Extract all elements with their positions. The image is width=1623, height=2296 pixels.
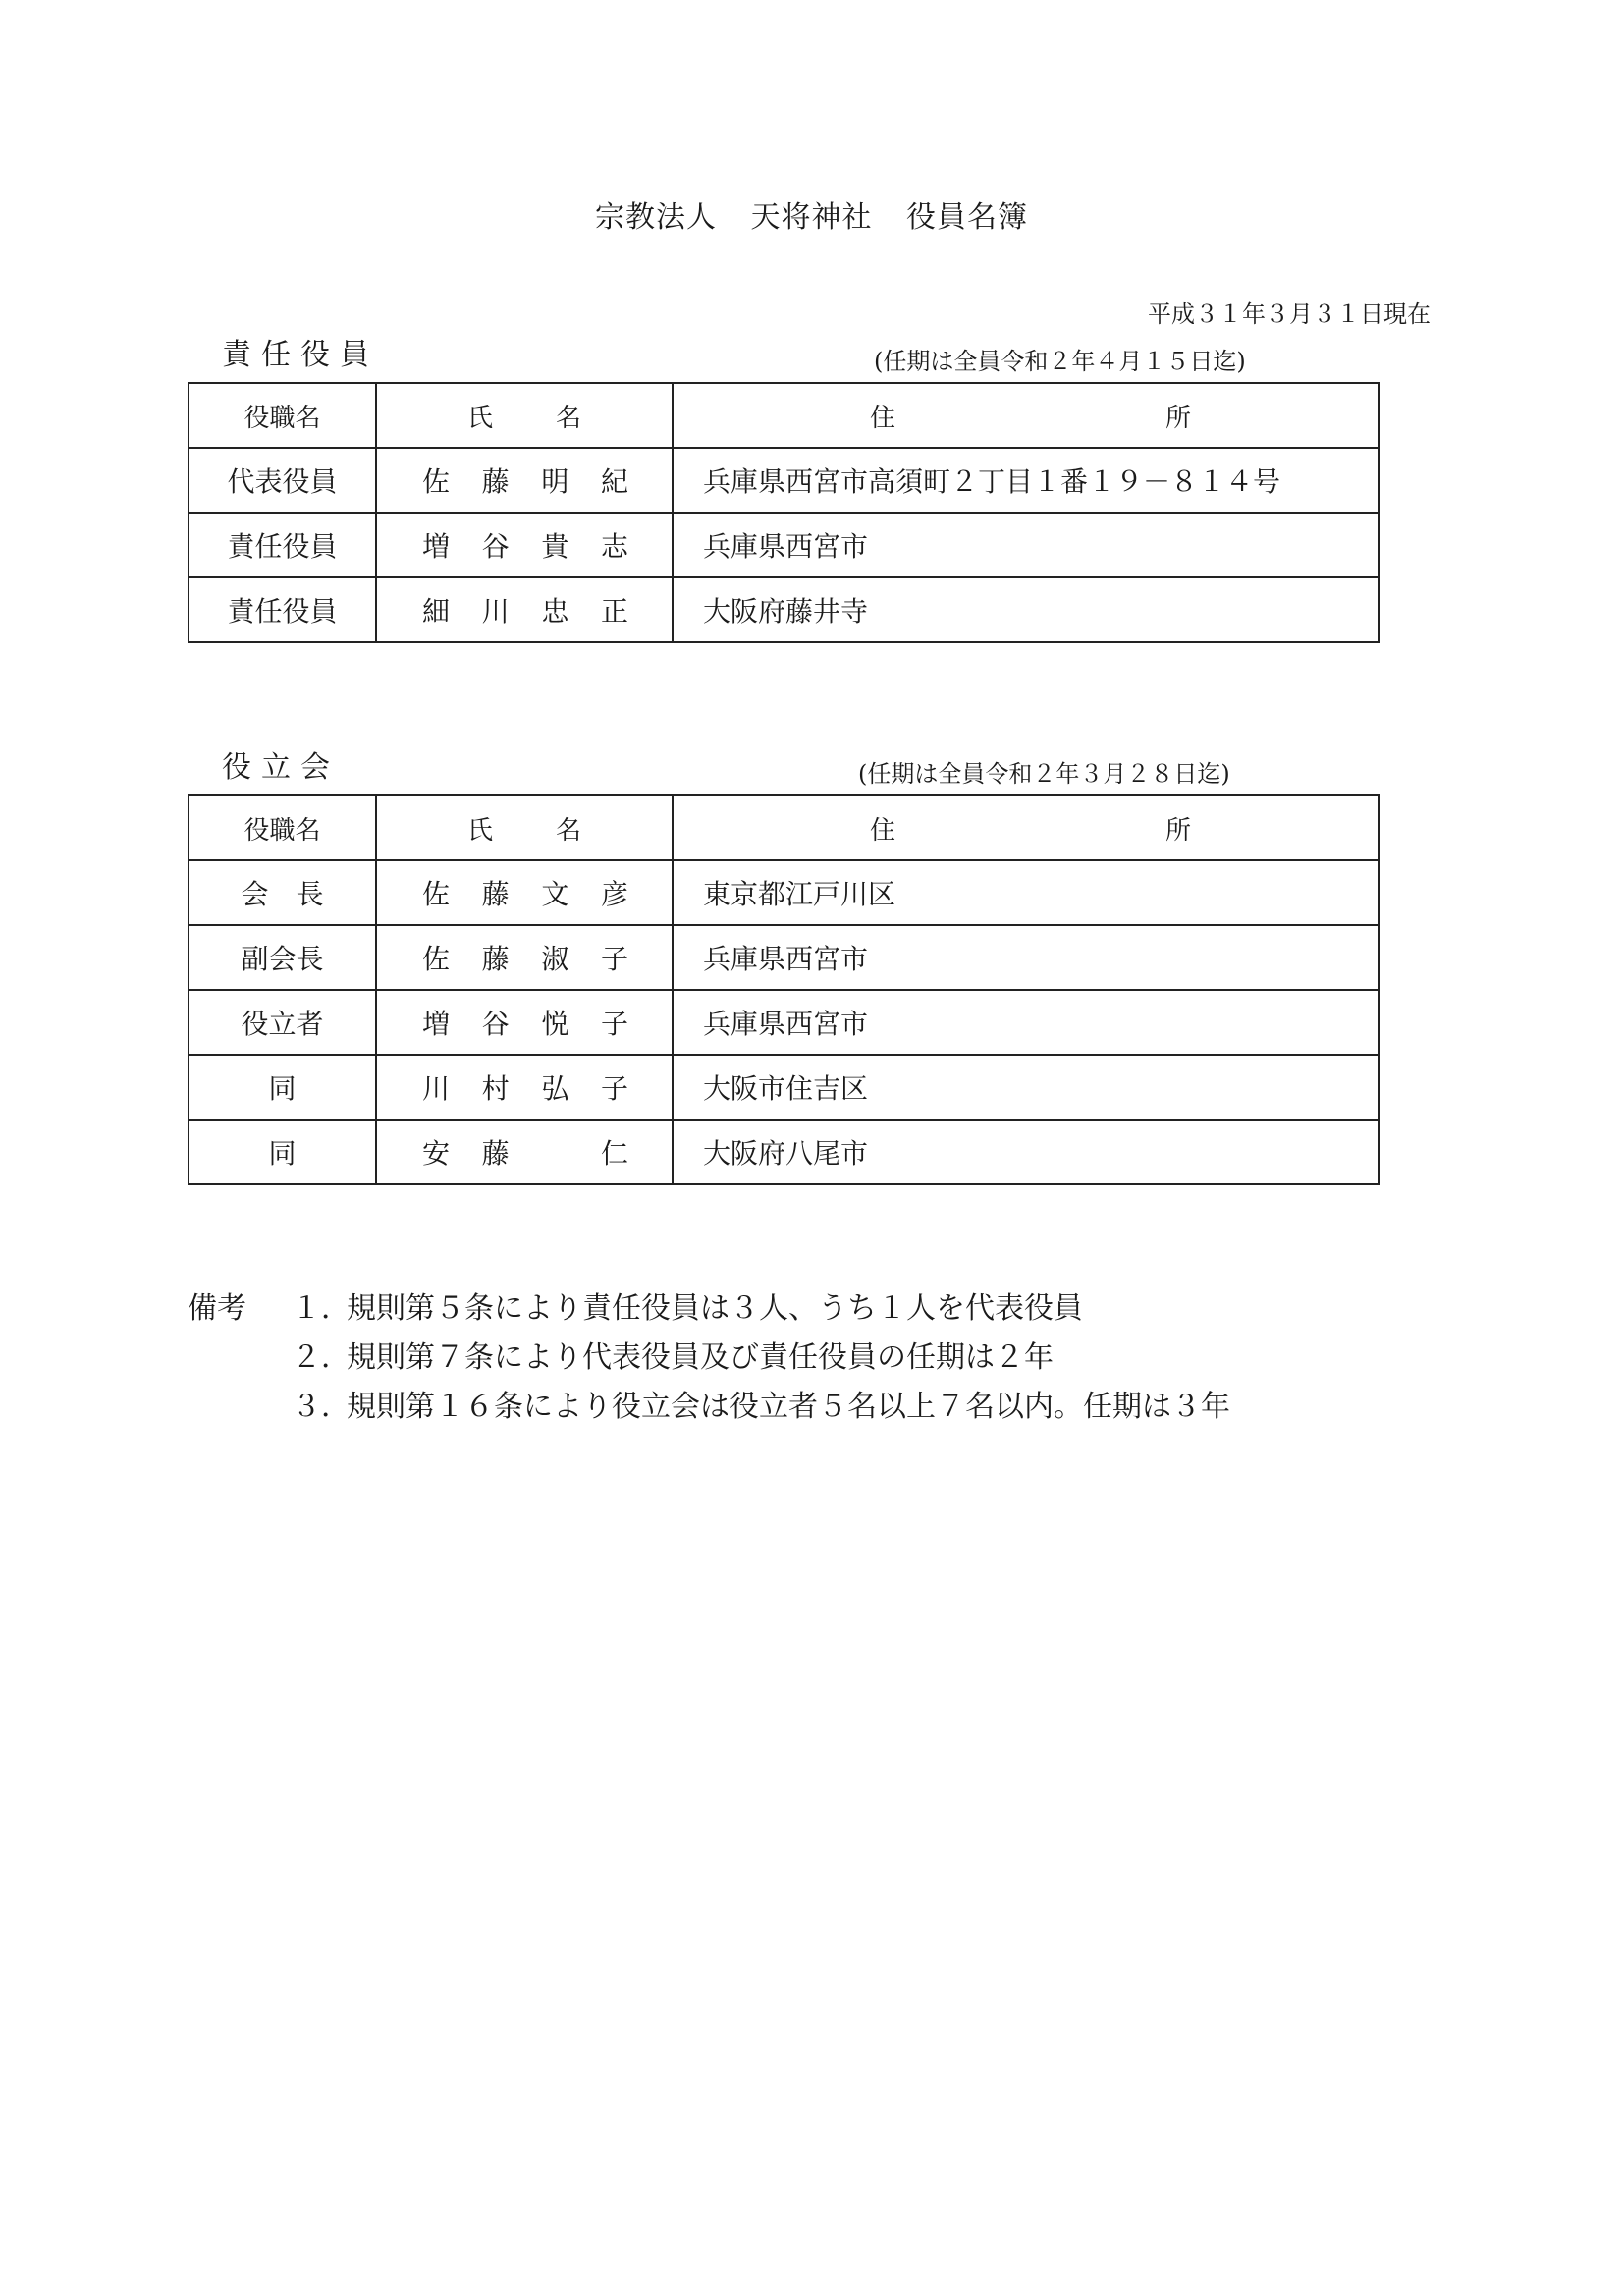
table-row (189, 925, 1379, 990)
name-char: 弘 (541, 1072, 569, 1105)
name-char: 子 (600, 1072, 628, 1105)
cell-address: 東京都江戸川区 (673, 860, 1379, 925)
note-text: 規則第１６条により役立会は役立者５名以上７名以内。任期は３年 (347, 1390, 1230, 1424)
note-item (292, 1383, 1230, 1432)
cell-role: 同 (189, 1120, 376, 1184)
cell-name (376, 1055, 673, 1120)
header-address-char: 所 (1164, 403, 1191, 433)
cell-name (376, 925, 673, 990)
document-title (0, 192, 1623, 236)
cell-name (376, 1120, 673, 1184)
title-part: 宗教法人 (594, 200, 717, 235)
name-char: 佐 (422, 943, 451, 975)
table-row (189, 990, 1379, 1055)
name-char: 悦 (541, 1008, 569, 1040)
title-part: 天将神社 (750, 200, 873, 235)
header-role: 役職名 (189, 383, 376, 448)
header-name (376, 383, 673, 448)
cell-role: 役立者 (189, 990, 376, 1055)
cell-role: 責任役員 (189, 513, 376, 577)
cell-address: 大阪市住吉区 (673, 1055, 1379, 1120)
cell-role: 責任役員 (189, 577, 376, 642)
cell-address: 兵庫県西宮市高須町２丁目１番１９－８１４号 (673, 448, 1379, 513)
table-row (189, 448, 1379, 513)
note-item (292, 1334, 1230, 1383)
name-char: 佐 (422, 878, 451, 910)
cell-name (376, 577, 673, 642)
section-title-support-council: 役立会 (222, 750, 340, 785)
header-name-char: 名 (555, 403, 581, 433)
cell-role: 代表役員 (189, 448, 376, 513)
name-char: 川 (481, 595, 510, 628)
cell-address: 兵庫県西宮市 (673, 925, 1379, 990)
name-char: 藤 (481, 465, 510, 498)
name-char: 紀 (600, 465, 628, 498)
header-address-char: 所 (1164, 815, 1191, 846)
name-char: 子 (600, 943, 628, 975)
table-row (189, 577, 1379, 642)
table-row (189, 1120, 1379, 1184)
header-address (673, 795, 1379, 860)
cell-name (376, 860, 673, 925)
cell-name (376, 448, 673, 513)
name-char: 谷 (481, 1008, 510, 1040)
notes-list (292, 1285, 1230, 1432)
name-char: 忠 (541, 595, 569, 628)
name-char: 淑 (541, 943, 569, 975)
name-char: 明 (541, 465, 569, 498)
cell-role: 副会長 (189, 925, 376, 990)
responsible-officers-table (188, 382, 1380, 643)
table-row (189, 1055, 1379, 1120)
note-text: 規則第５条により責任役員は３人、うち１人を代表役員 (347, 1291, 1083, 1326)
name-char: 志 (600, 530, 628, 563)
name-char: 増 (422, 530, 451, 563)
note-number: １． (292, 1291, 351, 1326)
table-row (189, 860, 1379, 925)
section-title-responsible-officers: 責任役員 (222, 338, 379, 372)
cell-name (376, 513, 673, 577)
name-char: 貴 (541, 530, 569, 563)
support-council-table (188, 794, 1380, 1185)
cell-address: 兵庫県西宮市 (673, 990, 1379, 1055)
name-char: 増 (422, 1008, 451, 1040)
section-term-responsible-officers: (任期は全員令和２年４月１５日迄) (874, 348, 1246, 375)
table-header-row (189, 795, 1379, 860)
table-row (189, 513, 1379, 577)
note-text: 規則第７条により代表役員及び責任役員の任期は２年 (347, 1340, 1054, 1375)
name-char: 仁 (600, 1137, 628, 1170)
cell-role: 会 長 (189, 860, 376, 925)
cell-address: 大阪府八尾市 (673, 1120, 1379, 1184)
name-char: 藤 (481, 1137, 510, 1170)
header-address-char: 住 (870, 403, 896, 433)
note-number: ３． (292, 1390, 351, 1424)
table-header-row (189, 383, 1379, 448)
cell-role: 同 (189, 1055, 376, 1120)
header-address-char: 住 (870, 815, 896, 846)
name-char: 文 (541, 878, 569, 910)
name-char: 細 (422, 595, 451, 628)
name-char: 川 (422, 1072, 451, 1105)
header-name-char: 氏 (466, 815, 493, 846)
title-part: 役員名簿 (906, 200, 1029, 235)
name-char (541, 1132, 568, 1172)
name-char: 佐 (422, 465, 451, 498)
name-char: 藤 (481, 943, 510, 975)
notes-label: 備考 (188, 1291, 246, 1326)
header-role: 役職名 (189, 795, 376, 860)
name-char: 藤 (481, 878, 510, 910)
name-char: 安 (422, 1137, 451, 1170)
cell-address: 兵庫県西宮市 (673, 513, 1379, 577)
cell-address: 大阪府藤井寺 (673, 577, 1379, 642)
header-name (376, 795, 673, 860)
cell-name (376, 990, 673, 1055)
name-char: 村 (481, 1072, 510, 1105)
header-address (673, 383, 1379, 448)
name-char: 谷 (481, 530, 510, 563)
header-name-char: 氏 (466, 403, 493, 433)
as-of-date: 平成３１年３月３１日現在 (1148, 301, 1431, 328)
name-char: 子 (600, 1008, 628, 1040)
note-item (292, 1285, 1230, 1334)
note-number: ２． (292, 1340, 351, 1375)
name-char: 正 (600, 595, 628, 628)
header-name-char: 名 (555, 815, 581, 846)
name-char: 彦 (600, 878, 628, 910)
section-term-support-council: (任期は全員令和２年３月２８日迄) (858, 760, 1230, 788)
